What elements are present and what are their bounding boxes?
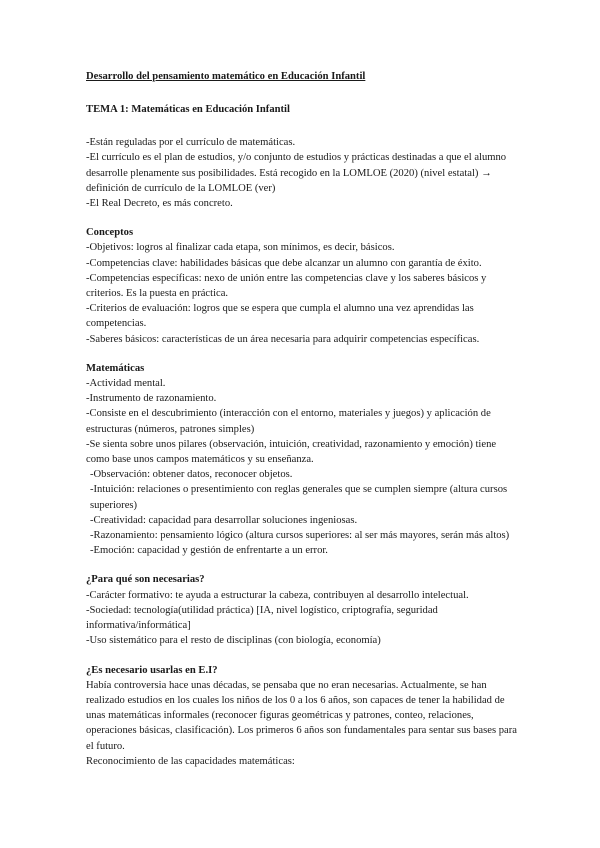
matematicas-section xyxy=(86,361,520,559)
intro-line: -El Real Decreto, es más concreto. xyxy=(86,198,233,210)
conceptos-item: -Saberes básicos: características de un área necesaria para adquirir competencias específicas. xyxy=(86,333,480,345)
matematicas-subitem: -Emoción: capacidad y gestión de enfrentarte a un error. xyxy=(90,545,328,557)
para-que-item: -Sociedad: tecnología(utilidad práctica) [IA, nivel logístico, criptografía, seguridad informativa/informática] xyxy=(86,604,438,632)
para-que-item: -Carácter formativo: te ayuda a estructurar la cabeza, contribuyen al desarrollo intelectual. xyxy=(86,589,469,601)
matematicas-heading: Matemáticas xyxy=(86,362,145,374)
matematicas-item: -Actividad mental. xyxy=(86,378,166,390)
conceptos-item: -Objetivos: logros al finalizar cada etapa, son mínimos, es decir, básicos. xyxy=(86,242,395,254)
tema-heading: TEMA 1: Matemáticas en Educación Infantil xyxy=(86,104,290,115)
intro-line: -El currículo es el plan de estudios, y/o conjunto de estudios y prácticas destinadas a que el alumno desarrolle plenamente sus posibilidades. Está recogido en la LOMLOE (2020) (nivel estatal) → definición de currículo de la LOMLOE (ver) xyxy=(86,152,507,194)
conceptos-item: -Competencias clave: habilidades básicas que debe alcanzar un alumno con garantía de éxito. xyxy=(86,257,482,269)
document-title: Desarrollo del pensamiento matemático en Educación Infantil xyxy=(86,71,366,82)
para-que-section xyxy=(86,572,520,648)
matematicas-subitem: -Razonamiento: pensamiento lógico (altura cursos superiores: al ser más mayores, serán más altos) xyxy=(90,530,510,542)
matematicas-subitem: -Observación: obtener datos, reconocer objetos. xyxy=(90,469,293,481)
matematicas-subitem: -Intuición: relaciones o presentimiento con reglas generales que se cumplen siempre (altura cursos superiores) xyxy=(90,484,508,511)
es-necesario-heading: ¿Es necesario usarlas en E.I? xyxy=(86,664,218,676)
matematicas-subitem: -Creatividad: capacidad para desarrollar soluciones ingeniosas. xyxy=(90,514,358,526)
es-necesario-section xyxy=(86,663,520,769)
conceptos-section xyxy=(86,225,520,347)
para-que-item: -Uso sistemático para el resto de disciplinas (con biología, economía) xyxy=(86,635,381,647)
matematicas-item: -Instrumento de razonamiento. xyxy=(86,393,217,405)
es-necesario-paragraph: Había controversia hace unas décadas, se pensaba que no eran necesarias. Actualmente, se han realizado estudios en los cuales los niños de los 0 a los 6 años, son capaces de tener la habilidad de unas matemáticas informales (reconocer figuras geométricas y patrones, conteo, relaciones, operaciones básicas, clasificación). Los primeros 6 años son fundamentales para sentar sus bases para el futuro. xyxy=(86,679,517,752)
matematicas-item: -Se sienta sobre unos pilares (observación, intuición, creatividad, razonamiento y emoción) tiene como base unos campos matemáticos y su enseñanza. xyxy=(86,438,497,466)
conceptos-item: -Criterios de evaluación: logros que se espera que cumpla el alumno una vez aprendidas las competencias. xyxy=(86,303,474,330)
conceptos-item: -Competencias específicas: nexo de unión entre las competencias clave y los saberes básicos y criterios. Es la puesta en práctica. xyxy=(86,272,487,300)
para-que-heading: ¿Para qué son necesarias? xyxy=(86,574,205,586)
es-necesario-closing: Reconocimiento de las capacidades matemáticas: xyxy=(86,755,295,767)
intro-section xyxy=(86,135,520,211)
conceptos-heading: Conceptos xyxy=(86,227,134,239)
intro-line: -Están reguladas por el currículo de matemáticas. xyxy=(86,137,296,149)
matematicas-item: -Consiste en el descubrimiento (interacción con el entorno, materiales y juegos) y aplicación de estructuras (números, patrones simples) xyxy=(86,408,491,435)
